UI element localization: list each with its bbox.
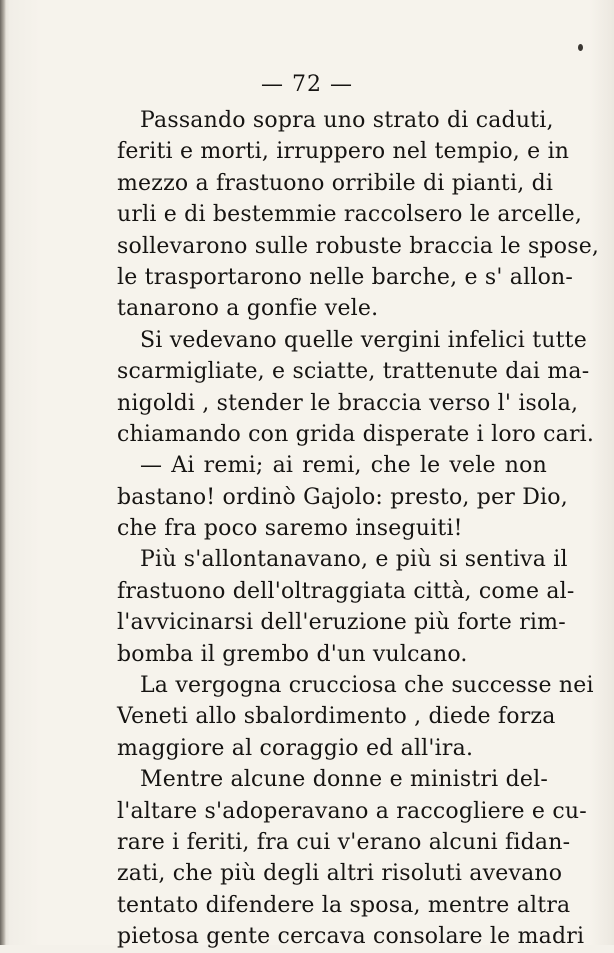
body-text [117, 105, 600, 953]
text-line: l'altare s'adoperavano a raccogliere e cu- [117, 798, 587, 824]
text-line: nigoldi , stender le braccia verso l' isola, [117, 390, 579, 416]
text-line: che fra poco saremo inseguiti! [117, 516, 463, 542]
text-line: La vergogna crucciosa che successe nei [140, 673, 594, 699]
text-line: chiamando con grida disperate i loro cari. [117, 421, 595, 447]
text-line: feriti e morti, irruppero nel tempio, e in [117, 139, 570, 165]
text-line: Si vedevano quelle vergini infelici tutte [140, 327, 587, 353]
text-line: sollevarono sulle robuste braccia le spose, [117, 233, 600, 259]
ink-speck [578, 44, 583, 51]
text-line: Veneti allo sbalordimento , diede forza [117, 704, 556, 730]
text-line: l'avvicinarsi dell'eruzione più forte rim- [117, 610, 566, 636]
text-line: pietosa gente cercava consolare le madri [117, 924, 585, 950]
text-line: frastuono dell'oltraggiata città, come al- [117, 578, 575, 604]
page-number: — 72 — [261, 72, 353, 97]
text-line: zati, che più degli altri risoluti avevano [117, 861, 563, 887]
page-binding-shadow [0, 0, 6, 945]
text-line: urli e di bestemmie raccolsero le arcelle, [117, 202, 583, 228]
text-line: bomba il grembo d'un vulcano. [117, 641, 468, 667]
text-line: Passando sopra uno strato di caduti, [140, 108, 554, 133]
text-line: tanarono a gonfie vele. [117, 296, 379, 322]
text-line: — Ai remi; ai remi, che le vele non [140, 453, 547, 479]
text-line: rare i feriti, fra cui v'erano alcuni fidan- [117, 829, 571, 855]
text-line: scarmigliate, e sciatte, trattenute dai ma- [117, 359, 590, 385]
text-line: tentato difendere la sposa, mentre altra [117, 892, 571, 918]
text-line: Più s'allontanavano, e più si sentiva il [140, 547, 568, 573]
text-line: Mentre alcune donne e ministri del- [140, 767, 548, 793]
text-line: maggiore al coraggio ed all'ira. [117, 735, 474, 761]
text-line: le trasportarono nelle barche, e s' allon- [117, 264, 574, 290]
text-line: mezzo a frastuono orribile di pianti, di [117, 170, 554, 196]
text-line: bastano! ordinò Gajolo: presto, per Dio, [117, 484, 568, 510]
